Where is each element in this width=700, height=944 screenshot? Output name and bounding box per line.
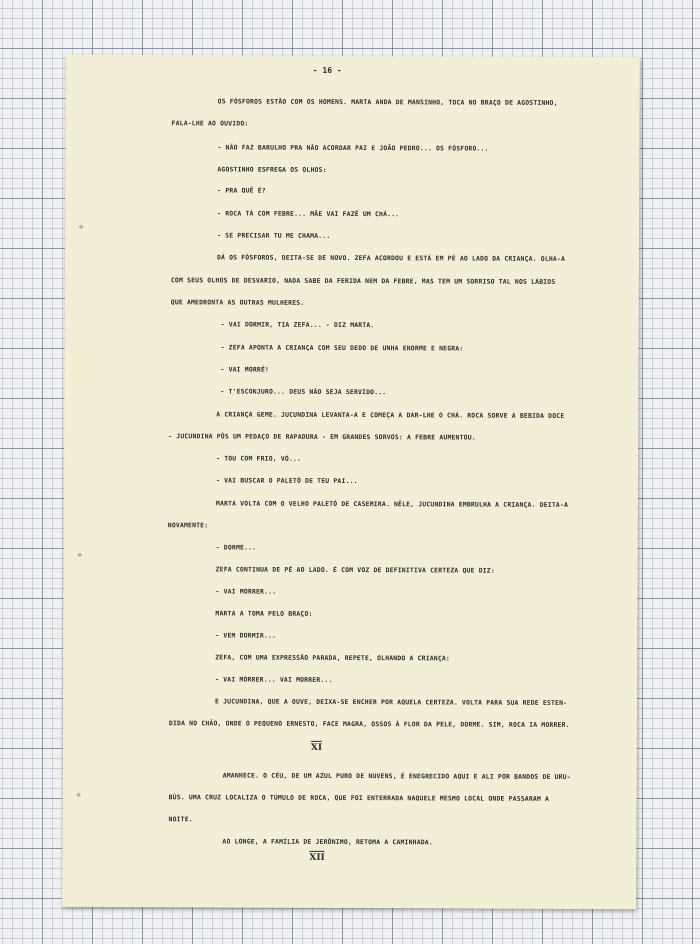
text-line: BÚS. UMA CRUZ LOCALIZA O TÚMULO DE ROCA, QUE FOI ENTERRADA NAQUELE MESMO LOCAL ONDE PASSARAM A — [168, 793, 550, 803]
text-line: MARTA A TOMA PELO BRAÇO: — [215, 609, 313, 618]
text-line: AGOSTINHO ESFREGA OS OLHOS: — [217, 165, 327, 174]
text-line: OS FÓSFOROS ESTÃO COM OS HOMENS. MARTA ANDA DE MANSINHO, TOCA NO BRAÇO DE AGOSTINHO, — [217, 97, 558, 107]
text-line: - ZEFA APONTA A CRIANÇA COM SEU DEDO DE UNHA ENORME E NEGRA: — [220, 343, 464, 353]
text-line: A CRIANÇA GEME. JUCUNDINA LEVANTA-A E COMEÇA A DAR-LHE O CHÁ. ROCA SORVE A BEBIDA DOCE — [216, 410, 565, 420]
text-line: FALA-LHE AO OUVIDO: — [171, 119, 249, 128]
text-line: E JUCUNDINA, QUE A OUVE, DEIXA-SE ENCHER POR AQUELA CERTEZA. VOLTA PARA SUA REDE ESTEN- — [215, 697, 568, 707]
text-line: - VAI DORMIR, TIA ZEFA... - DIZ MARTA. — [220, 320, 375, 330]
text-line: - T'ESCONJURO... DEUS NÃO SEJA SERVIDO... — [220, 387, 387, 397]
text-line: AO LONGE, A FAMÍLIA DE JERÔNIMO, RETOMA A CAMINHADA. — [222, 837, 433, 847]
text-line: MARTA VOLTA COM O VELHO PALETÓ DE CASEMIRA. NÊLE, JUCUNDINA EMBRULHA A CRIANÇA. DEITA-A — [215, 499, 569, 509]
text-line: - VAI MORRER... VAI MORRER... — [215, 675, 333, 684]
text-line: - PRA QUÊ É? — [217, 186, 266, 195]
page-number: - 16 - — [312, 65, 342, 75]
text-line: DÁ OS FÓSFOROS, DEITA-SE DE NOVO. ZEFA ACORDOU E ESTÁ EM PÉ AO LADO DA CRIANÇA. OLHA-A — [216, 253, 566, 263]
text-line: - VAI MORRER... — [215, 587, 277, 596]
text-line: - VAI BUSCAR O PALETÓ DE TEU PAI... — [215, 476, 358, 486]
text-line: - VAI MORRÊ! — [220, 365, 270, 374]
punch-hole — [77, 793, 81, 797]
text-line: ZEFA CONTINUA DE PÉ AO LADO. É COM VOZ DE DEFINITIVA CERTEZA QUE DIZ: — [215, 565, 495, 575]
text-line: - NÃO FAZ BARULHO PRA NÃO ACORDAR PAI E JOÃO PEDRO... OS FÓSFORO... — [217, 143, 489, 153]
text-line: - ROCA TÁ COM FEBRE... MÃE VAI FAZÊ UM CHÁ... — [217, 209, 400, 219]
text-line: QUE AMEDRONTA AS OUTRAS MULHERES. — [170, 298, 305, 307]
text-line: - DORME... — [215, 543, 257, 552]
text-line: NOVAMENTE: — [167, 521, 209, 530]
text-line: - JUCUNDINA PÔS UM PEDAÇO DE RAPADURA - EM GRANDES SORVOS: A FEBRE AUMENTOU. — [168, 432, 476, 442]
section-number: XI — [310, 742, 323, 753]
punch-hole — [78, 553, 82, 557]
text-line: NOITE. — [168, 815, 193, 824]
punch-hole — [79, 225, 83, 229]
section-number: XII — [309, 852, 325, 863]
text-line: ZEFA, COM UMA EXPRESSÃO PARADA, REPETE, OLHANDO A CRIANÇA: — [215, 653, 451, 663]
text-line: - VEM DORMIR... — [215, 631, 277, 640]
text-line: COM SEUS OLHOS DE DESVARIO, NADA SABE DA FERIDA NEM DA FEBRE, MAS TEM UM SORRISO TAL NOS LÁBIOS — [170, 276, 556, 286]
text-line: - SE PRECISAR TU ME CHAMA... — [217, 231, 331, 240]
text-line: - TOU COM FRIO, VÓ... — [216, 454, 302, 463]
text-line: AMANHECE. O CÉU, DE UM AZUL PURO DE NUVENS, É ENEGRECIDO AQUI E ALI POR BANDOS DE URU- — [222, 771, 571, 781]
text-line: DIDA NO CHÃO, ONDE O PEQUENO ERNESTO, FACE MAGRA, OSSOS À FLOR DA PELE, DORME. SIM, ROCA IA MORRER. — [168, 719, 570, 729]
typewritten-page — [62, 55, 640, 909]
